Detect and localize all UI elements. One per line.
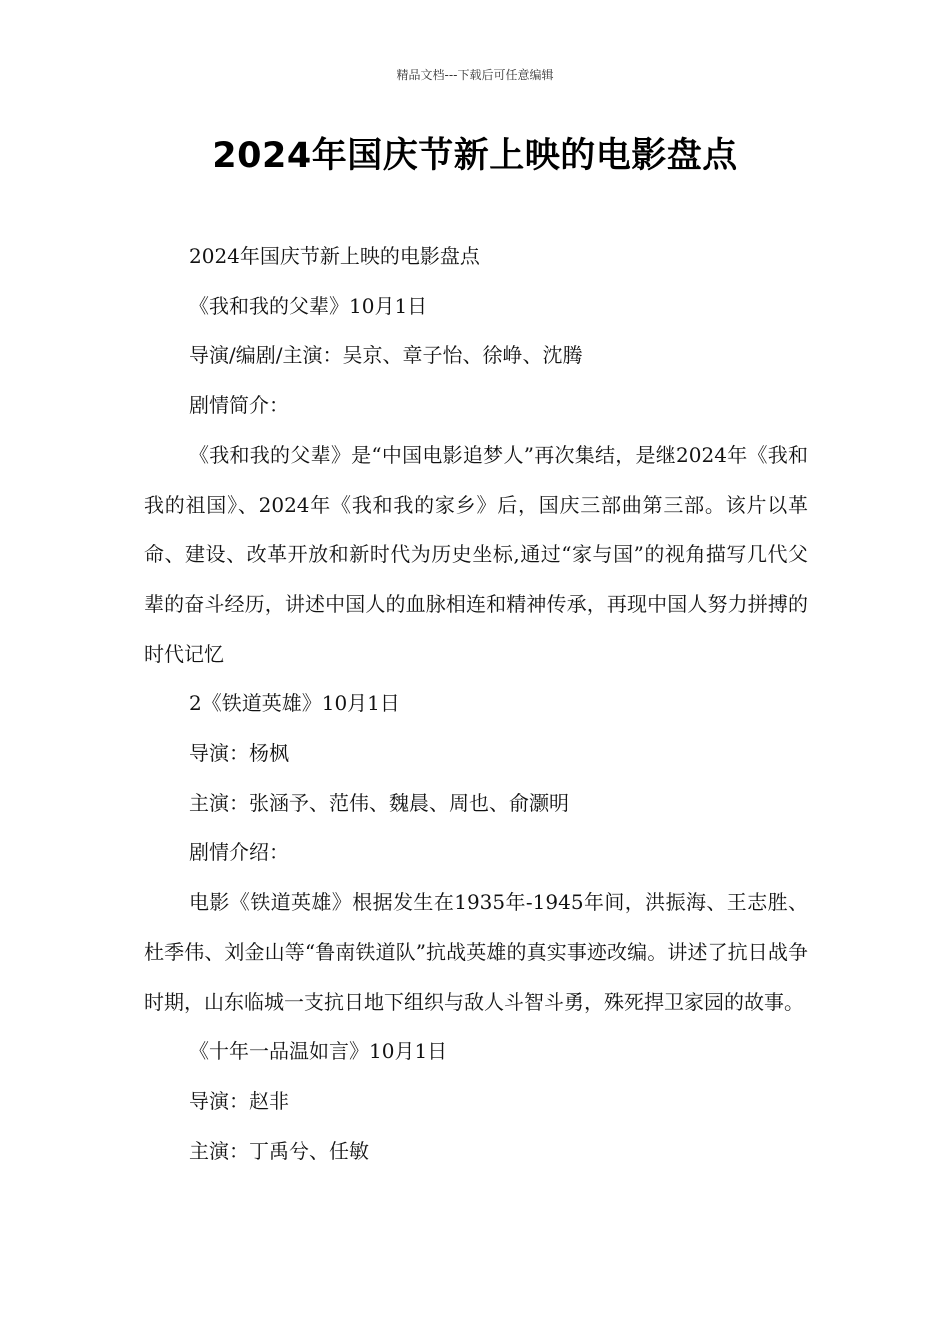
document-title: 2024年国庆节新上映的电影盘点 [212,136,738,176]
paragraph-movie-3-title: 《十年一品温如言》10月1日 [189,1039,448,1064]
paragraph-subtitle: 2024年国庆节新上映的电影盘点 [189,244,480,268]
document-body [144,232,808,1176]
paragraph-movie-2-title: 2《铁道英雄》10月1日 [189,691,400,716]
paragraph-movie-1-credits: 导演/编剧/主演：吴京、章子怡、徐峥、沈腾 [189,343,583,368]
paragraph-movie-1-synopsis-label: 剧情简介： [189,393,289,418]
paragraph-movie-3-director: 导演：赵非 [189,1088,289,1113]
paragraph-movie-2-synopsis-label: 剧情介绍： [189,840,289,865]
paragraph-movie-2-cast: 主演：张涵予、范伟、魏晨、周也、俞灏明 [189,790,569,815]
paragraph-movie-1-synopsis: 《我和我的父辈》是“中国电影追梦人”再次集结，是继2024年《我和我的祖国》、2024年《我和我的家乡》后，国庆三部曲第三部。该片以革命、建设、改革开放和新时代为历史坐标,通过“家与国”的视角描写几代父辈的奋斗经历，讲述中国人的血脉相连和精神传承，再现中国人努力拼搏的时代记忆 [144,442,808,666]
paragraph-movie-2-director: 导演：杨枫 [189,741,289,766]
paragraph-movie-2-synopsis: 电影《铁道英雄》根据发生在1935年-1945年间，洪振海、王志胜、杜季伟、刘金山等“鲁南铁道队”抗战英雄的真实事迹改编。讲述了抗日战争时期，山东临城一支抗日地下组织与敌人斗智斗勇，殊死捍卫家园的故事。 [144,890,808,1014]
page-header: 精品文档---下载后可任意编辑 [396,68,554,82]
paragraph-movie-3-cast: 主演：丁禹兮、任敏 [189,1138,369,1163]
paragraph-movie-1-title: 《我和我的父辈》10月1日 [189,293,428,318]
